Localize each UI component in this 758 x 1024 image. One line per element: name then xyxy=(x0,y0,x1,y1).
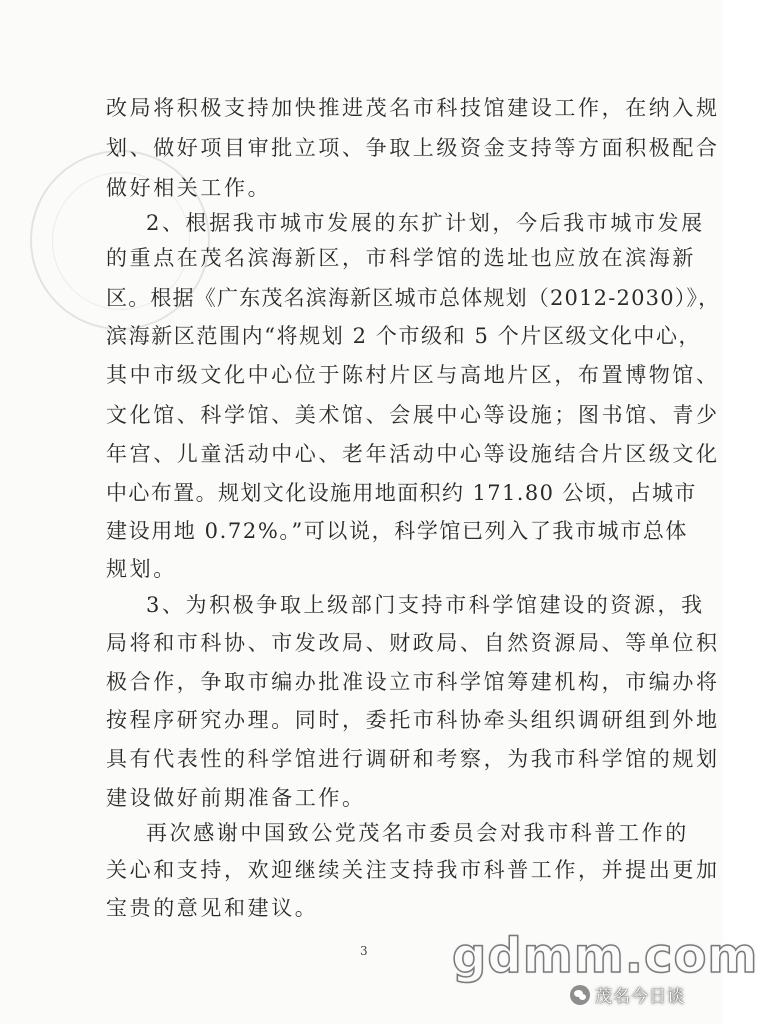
body-line-6: 区。根据《广东茂名滨海新区城市总体规划（2012-2030）》， xyxy=(106,286,721,310)
page-number: 3 xyxy=(360,944,368,958)
body-line-18: 具有代表性的科学馆进行调研和考察，为我市科学馆的规划 xyxy=(106,747,720,771)
body-line-22: 宝贵的意见和建议。 xyxy=(106,896,319,920)
site-watermark: gdmm.com xyxy=(452,928,758,984)
account-watermark xyxy=(570,982,685,1007)
body-line-13: 规划。 xyxy=(106,557,177,581)
body-line-17: 按程序研究办理。同时，委托市科协牵头组织调研组到外地 xyxy=(106,708,720,732)
body-line-10: 年宫、儿童活动中心、老年活动中心等设施结合片区级文化 xyxy=(106,442,720,466)
account-name: 茂名今日谈 xyxy=(595,987,685,1007)
body-line-3: 做好相关工作。 xyxy=(106,176,272,200)
body-line-9: 文化馆、科学馆、美术馆、会展中心等设施；图书馆、青少 xyxy=(106,403,720,427)
body-line-8: 其中市级文化中心位于陈村片区与高地片区，布置博物馆、 xyxy=(106,363,720,387)
body-line-1: 改局将积极支持加快推进茂名市科技馆建设工作，在纳入规 xyxy=(106,96,720,120)
body-line-5: 的重点在茂名滨海新区，市科学馆的选址也应放在滨海新 xyxy=(106,246,696,270)
body-line-21: 关心和支持，欢迎继续关注支持我市科普工作，并提出更加 xyxy=(106,858,720,882)
body-line-15: 局将和市科协、市发改局、财政局、自然资源局、等单位积 xyxy=(106,631,720,655)
body-line-20: 再次感谢中国致公党茂名市委员会对我市科普工作的 xyxy=(146,821,689,845)
body-line-12: 建设用地 0.72%。”可以说，科学馆已列入了我市城市总体 xyxy=(106,519,689,543)
body-line-11: 中心布置。规划文化设施用地面积约 171.80 公顷，占城市 xyxy=(106,481,697,505)
body-line-2: 划、做好项目审批立项、争取上级资金支持等方面积极配合 xyxy=(106,136,720,160)
body-line-4: 2、根据我市城市发展的东扩计划，今后我市城市发展 xyxy=(146,211,705,235)
body-line-14: 3、为积极争取上级部门支持市科学馆建设的资源，我 xyxy=(146,593,705,617)
wechat-icon xyxy=(570,985,590,1005)
body-line-7: 滨海新区范围内“将规划 2 个市级和 5 个片区级文化中心， xyxy=(106,324,702,348)
body-line-16: 极合作，争取市编办批准设立市科学馆筹建机构，市编办将 xyxy=(106,670,720,694)
body-line-19: 建设做好前期准备工作。 xyxy=(106,786,366,810)
